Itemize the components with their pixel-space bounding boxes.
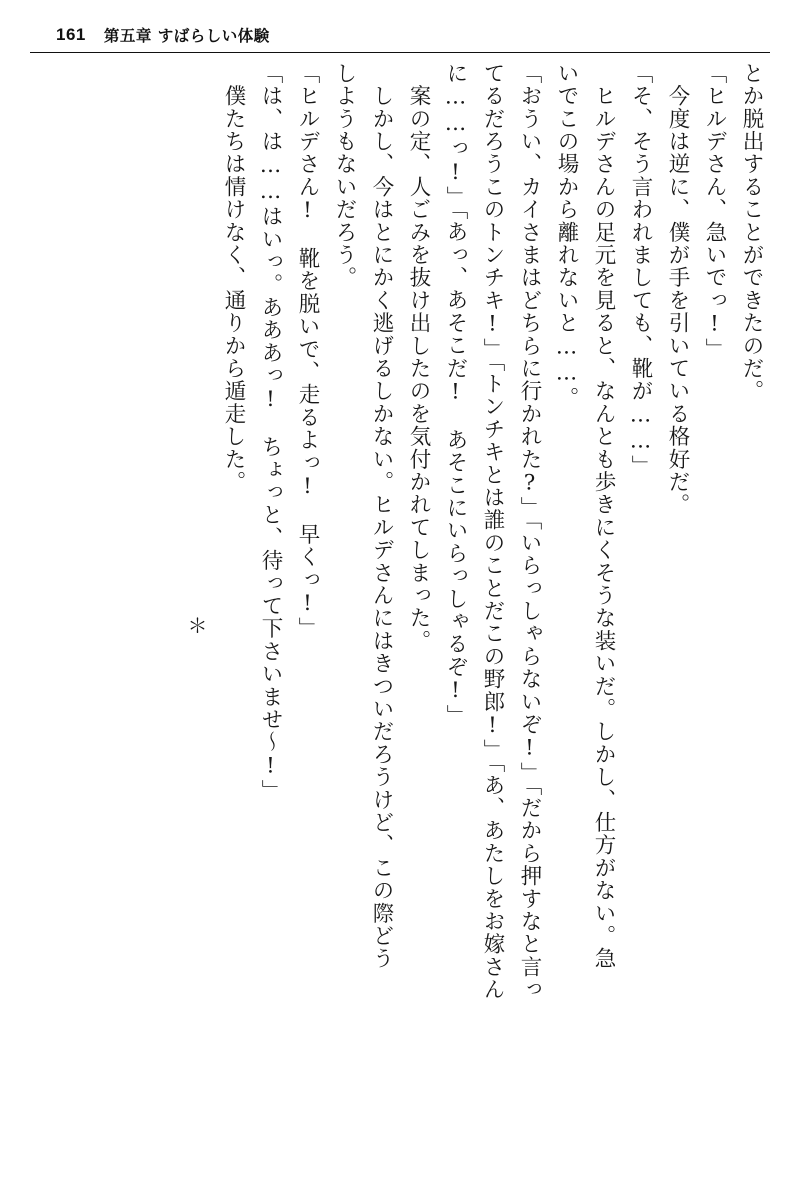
chapter-title: 第五章 すばらしい体験 (103, 27, 270, 45)
text-line: いでこの場から離れないと……。 (554, 62, 579, 410)
text-line: 僕たちは情けなく、通りから遁走した。 (221, 62, 246, 494)
running-header (56, 18, 744, 52)
text-line: てるだろうこのトンチキ!」「トンチキとは誰のことだこの野郎!」「あ、あたしをお嫁さん (480, 62, 505, 1001)
asterisk-icon: ＊ (184, 614, 208, 635)
text-line: しようもないだろう。 (332, 62, 357, 289)
text-line: 今度は逆に、僕が手を引いている格好だ。 (665, 62, 690, 516)
page-number: 161 (56, 25, 86, 44)
text-line: 案の定、人ごみを抜け出したのを気付かれてしまった。 (406, 62, 431, 653)
vertical-text-block (177, 62, 770, 1187)
text-line: 「は、は……はいっ。あああっ! ちょっと、待って下さいませ〜!」 (258, 62, 283, 803)
header-divider (30, 52, 770, 53)
scene-separator (177, 62, 215, 1187)
text-line: に……っ!」「あっ、あそこだ! あそこにいらっしゃるぞ!」 (443, 62, 468, 728)
text-line: 「そ、そう言われましても、靴が……」 (628, 62, 653, 478)
text-line: とか脱出することができたのだ。 (739, 62, 764, 403)
text-line: しかし、今はとにかく逃げるしかない。ヒルデさんにはきついだろうけど、この際どう (369, 62, 394, 970)
text-line: 「ヒルデさん、急いでっ!」 (702, 62, 727, 361)
text-line: 「ヒルデさん! 靴を脱いで、走るよっ! 早くっ!」 (295, 62, 320, 640)
text-line: ヒルデさんの足元を見ると、なんとも歩きにくそうな装いだ。しかし、仕方がない。急 (591, 62, 616, 970)
text-line: 「おうい、カイさまはどちらに行かれた?」「いらっしゃらないぞ!」「だから押すなと言っ (517, 62, 542, 1001)
page-body (30, 62, 770, 1184)
